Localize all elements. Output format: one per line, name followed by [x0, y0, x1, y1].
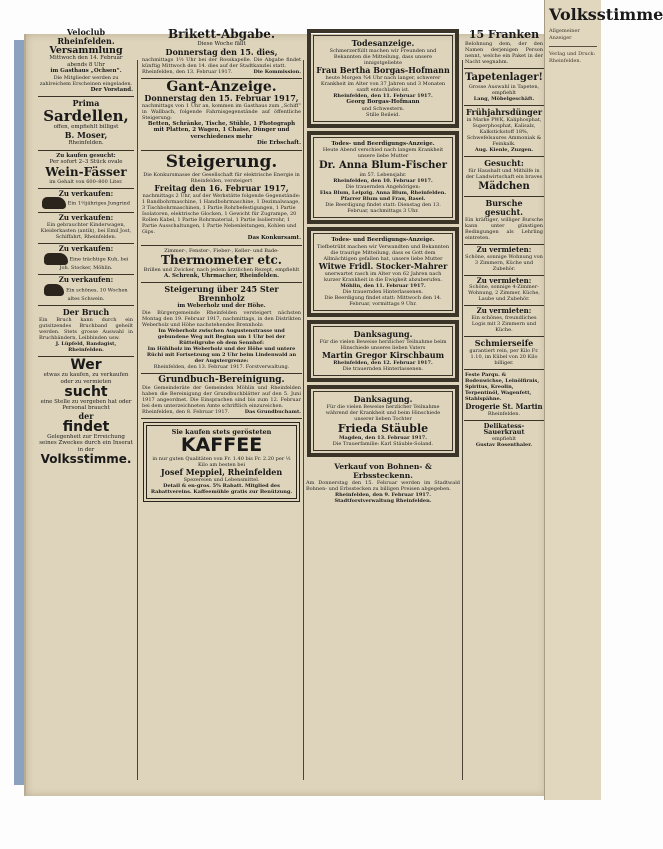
drogerie-list: Feste Parqu. & Bodenwichse, Leinölfirnis, Spiritus, Kreolin, Terpentinöl, Wagenfett, Stahlspähne. — [465, 371, 540, 402]
brennholz-sub: im Weberholz und der Höhe. — [177, 303, 266, 310]
fruehjahrsduenger-ad — [464, 106, 544, 157]
danksagung-2-name: Frieda Stäuble — [337, 421, 429, 435]
brikett-signature: Die Kommission. — [253, 68, 301, 75]
adjacent-page-subtitle: Allgemeiner Anzeiger — [549, 28, 580, 41]
steigerung-ad — [141, 151, 302, 246]
todesanzeige-2-names: Elsa Blum, Leipzig. Anna Blum, Rheinfelden. Pfarrer Blum und Frau, Basel. — [319, 190, 447, 203]
verkauf-bohnen-body: Am Donnerstag den 15. Februar werden im Stadtwald Bohnen- und Erbsstecken zu billigen Preisen abgegeben. — [306, 479, 460, 492]
brennholz-signature: Rheinfelden, den 13. Februar 1917. Forstverwaltung. — [153, 363, 290, 370]
todesanzeige-2 — [307, 131, 459, 225]
wer-heading: Wer — [70, 357, 102, 374]
column-rule — [303, 60, 304, 780]
column-2 — [141, 26, 302, 776]
drogerie-place: Rheinfelden. — [487, 410, 521, 417]
maedchen-ad — [464, 157, 544, 197]
kaffee-footer: Detail & en-gros. 5% Rabatt. Mitglied des Rabattvereins. Kaffeemühle gratis zur Benützung. — [150, 483, 293, 496]
adjacent-page-title: Volksstimme — [549, 5, 663, 24]
todesanzeige-3-intro: Tiefbetrübt machen wir Verwandten und Bekannten die traurige Mitteilung, dass es Gott dem Allmächtigen gefallen hat, unsere liebe Mutter — [316, 243, 450, 262]
cow-icon — [44, 253, 68, 265]
verkauf-bohnen-signature: Stadtforstverwaltung Rheinfelden. — [334, 497, 432, 504]
verkaufen-ad-2 — [38, 213, 134, 244]
moser-name: B. Moser, — [64, 129, 108, 140]
sucht-heading: sucht — [64, 383, 108, 400]
brikett-date: Donnerstag den 15. dies, — [165, 46, 278, 57]
thermometer-head: Zimmer-, Fenster-, Fieber-, Keller- und Bade- — [164, 247, 279, 254]
column-3 — [305, 26, 461, 776]
danksagung-2-intro: Für die vielen Beweise herzlicher Teilnahme während der Krankheit und beim Hinschiede unserer lieben Tochter — [325, 403, 441, 422]
weinfaesser-heading: Wein-Fässer — [45, 164, 127, 179]
sauerkraut-signature: Gustav Rosenthaler. — [475, 441, 533, 448]
todesanzeige-1-title: Todesanzeige. — [351, 38, 415, 48]
danksagung-2-title: Danksagung. — [353, 393, 413, 404]
drogerie-signature: Drogerie St. Martin — [465, 401, 543, 411]
steigerung-title: Steigerung. — [165, 151, 278, 172]
danksagung-1-intro: Für die vielen Beweise herzlicher Teilnahme beim Hinschiede unseres lieben Vaters — [319, 338, 447, 351]
todesanzeige-1-intro: Schmerzerfüllt machen wir Freunden und Bekannten die Mitteilung, dass unsere innigstgeliebte — [329, 48, 437, 66]
schmierseife-body: garantiert rein, per Kilo Fr. 1.10, im Kübel von 20 Kilo billiger. — [469, 347, 539, 366]
danksagung-1-signature: Die trauernden Hinterlassenen. — [342, 365, 424, 372]
verkaufen-body-4: Ein schönes, 10 Wochen altes Schwein. — [66, 287, 128, 302]
der-label: der — [78, 410, 94, 421]
brennholz-item-1: Im Weberholz zwischen Augustenstrasse und gebundene Weg mit Beginn um 1 Uhr bei der Rütteligrube ob dem Sennhof: — [157, 327, 286, 346]
volksstimme-promo — [38, 357, 134, 469]
bruch-title: Der Bruch — [62, 307, 110, 318]
tapeten-signature: Lang, Möbelgeschäft. — [473, 96, 535, 102]
steigerung-signature: Das Konkursamt. — [247, 234, 301, 241]
brennholz-item-2: Im Höhlholz im Weberholz und der Höhe und untere Rüchi mit Fortsetzung um 2 Uhr beim Lindenwald an der Augstergrenze: — [146, 345, 297, 364]
danksagung-2-place: Magden, den 13. Februar 1917. — [338, 434, 428, 441]
gant-signature: Die Erbschaft. — [256, 140, 301, 147]
vermieten-body-3: Ein schönes, freundliches Logis mit 3 Zimmern und Küche. — [471, 314, 537, 333]
volksstimme-heading: Volksstimme. — [40, 452, 132, 467]
verkaufen-title-1: Zu verkaufen: — [58, 188, 114, 198]
veloclub-date: Mittwoch den 14. Februar abends 8 Uhr — [49, 55, 123, 68]
todesanzeige-3 — [307, 227, 459, 317]
bursche-body: Ein kräftiger, williger Bursche kann unter günstigen Bedingungen als Lehrling eintreten. — [465, 217, 543, 241]
danksagung-1-place: Rheinfelden, den 12. Februar 1917. — [333, 359, 433, 366]
vermieten-heading-2: Zu vermieten: — [476, 275, 532, 285]
verkaufen-title-3: Zu verkaufen: — [58, 243, 114, 253]
gesucht-sub: Per sofort 2–3 Stück ovale — [49, 159, 123, 166]
gant-title: Gant-Anzeige. — [166, 78, 277, 95]
verkaufen-body-3: Eine trächtige Kuh, bei Joh. Stocker, Möhlin. — [59, 256, 129, 271]
schmierseife-heading: Schmierseife — [474, 337, 534, 348]
wer-sub: etwas zu kaufen, zu verkaufen oder zu vermieten — [43, 372, 129, 385]
verkaufen-body-2: Ein gebrauchter Kinderwagen, Kleiderkasten (antik), bei Emil Jost, Schiffahrt, Rheinfelden. — [40, 221, 132, 240]
veloclub-title: Veloclub Rheinfelden. — [57, 27, 115, 46]
meppiel-sub: Spezereien und Lebensmittel. — [183, 477, 260, 484]
verkauf-bohnen-place: Rheinfelden, den 9. Februar 1917. — [334, 491, 432, 498]
thermometer-signature: A. Schrenk, Uhrmacher, Rheinfelden. — [163, 272, 280, 279]
bursche-heading: Bursche gesucht. — [484, 198, 524, 217]
todesanzeige-2-footer: Die Beerdigung findet statt: Dienstag den 13. Februar, nachmittags 3 Uhr. — [325, 202, 441, 215]
findet-sub: Gelegenheit zur Erreichung seines Zweckes durch ein Inserat in der — [39, 433, 133, 453]
prima-label: Prima — [72, 98, 100, 109]
todesanzeige-3-title: Todes- und Beerdigungs-Anzeige. — [331, 237, 435, 244]
todesanzeige-2-place: Rheinfelden, den 10. Februar 1917. — [333, 178, 433, 185]
vermieten-body-1: Schöne, sonnige Wohnung von 3 Zimmern, Küche und Zubehör. — [465, 253, 543, 272]
grundbuch-signature: Das Grundbuchamt. — [244, 408, 301, 415]
verkaufen-title-4: Zu verkaufen: — [58, 275, 114, 285]
tapeten-heading: Tapetenlager! — [465, 72, 543, 83]
veloclub-place: im Gasthaus „Ochsen“. — [50, 68, 122, 75]
schmierseife-ad — [464, 337, 544, 370]
sardellen-ad — [38, 97, 134, 150]
franken-body: Belohnung dem, der den Namen derjenigen Person nennt, welche ein Paket in der Nacht wegnahm. — [465, 41, 543, 65]
verkauf-bohnen-ad — [305, 460, 461, 507]
column-rule — [462, 60, 463, 780]
grundbuch-title: Grundbuch-Bereinigung. — [158, 374, 285, 385]
todesanzeige-1 — [307, 29, 459, 128]
vermieten-ad-2 — [464, 276, 544, 307]
brennholz-body: Die Bürgergemeinde Rheinfelden versteigert nächsten Montag den 19. Februar 1917, nachmittags, in den Distrikten Weberholz und Höhe nachstehendes Brennholz: — [142, 309, 301, 328]
brikett-place: Rheinfelden, den 13. Februar 1917. — [142, 68, 233, 75]
sauerkraut-ad — [464, 421, 544, 451]
brikett-body: nachmittags 1½ Uhr bei der Rosskapelle. Die Abgabe findet künftig Mittwoch den 14. dies auf der Stadtkanzlei statt. — [142, 56, 301, 69]
gant-date: Donnerstag den 15. Februar 1917, — [144, 92, 299, 103]
todesanzeige-1-place: Rheinfelden, den 11. Februar 1917. — [333, 93, 433, 99]
adjacent-page — [544, 0, 663, 800]
todesanzeige-1-name: Frau Bertha Borgas-Hofmann — [316, 65, 450, 75]
column-rule — [137, 60, 138, 780]
belohnung-ad — [464, 26, 544, 69]
cow-icon — [42, 197, 66, 209]
vermieten-ad-1 — [464, 245, 544, 276]
tapeten-ad — [464, 69, 544, 106]
thermometer-title: Thermometer etc. — [161, 252, 282, 267]
thermometer-ad — [141, 246, 302, 284]
maedchen-heading: Mädchen — [478, 181, 530, 192]
kaffee-sub: in nur guten Qualitäten von Fr. 1.40 bis Fr. 2.20 per ½ Kilo am besten bei — [152, 456, 291, 469]
weinfaesser-ad — [38, 151, 134, 189]
todesanzeige-2-intro: Heute Abend verschied nach langem Krankheit unsere liebe Mutter — [322, 147, 444, 160]
gesucht-heading: Gesucht: — [484, 158, 524, 168]
todesanzeige-1-body: heute Morgen ¾4 Uhr nach langer, schwerer Krankheit im Alter von 37 Jahren und 3 Monaten sanft entschlafen ist. — [320, 75, 446, 93]
gant-body: nachmittags von 1 Uhr an, kommen im Gasthaus zum „Schiff“ in Wallbach, folgende Fahrnisgegenstände auf öffentliche Steigerung: — [142, 102, 301, 121]
brikett-title: Brikett-Abgabe. — [167, 27, 276, 41]
veloclub-ad — [38, 26, 134, 97]
versammlung-heading: Versammlung — [49, 45, 123, 56]
todesanzeige-2-name: Dr. Anna Blum-Fischer — [318, 160, 448, 172]
todesanzeige-1-footer: Stille Beileid. — [366, 111, 400, 118]
adjacent-page-side-text: Verlag und Druck: Rheinfelden. — [549, 51, 596, 64]
tapeten-body: Grosse Auswahl in Tapeten, empfiehlt — [468, 84, 540, 96]
brikett-ad — [141, 26, 302, 79]
brennholz-ad — [141, 283, 302, 374]
verkaufen-ad-3 — [38, 244, 134, 275]
todesanzeige-3-signature: Die trauernden Hinterlassenen. — [342, 288, 424, 295]
verkaufen-ad-4 — [38, 275, 134, 306]
sardellen-sub: offen, empfiehlt billigst — [53, 124, 119, 131]
gant-items: Betten, Schränke, Tische, Stühle, 1 Photograph mit Platten, 2 Wagen, 1 Chaise, Dünger und verschiedenes mehr — [147, 120, 296, 140]
todesanzeige-2-age: im 57. Lebensjahr. — [359, 172, 407, 179]
pig-icon — [44, 284, 64, 296]
findet-heading: findet — [62, 418, 110, 435]
todesanzeige-3-footer: Die Beerdigung findet statt: Mittwoch den 14. Februar, vormittags 9 Uhr. — [324, 294, 442, 307]
vermieten-body-2: Schöne, sonnige 4-Zimmer-Wohnung, 2 Zimmer, Küche, Laube und Zubehör. — [468, 284, 540, 303]
meppiel-name: Josef Meppiel, Rheinfelden — [160, 467, 283, 478]
steigerung-body: nachmittags 2 Uhr, auf der Werkstätte folgende Gegenstände: — [142, 192, 301, 199]
bruch-ad — [38, 306, 134, 357]
todesanzeige-2-mourners: Die trauernden Angehörigen: — [345, 184, 421, 191]
bruch-signature: J. Lüpfeld, Bandagist, Rheinfelden. — [55, 341, 117, 354]
grundbuch-body: Die Gemeinderäte der Gemeinden Möhlin und Rheinfelden haben die Bereinigung der Grundbuchblätter auf den 5. Juni 1917 angeordnet. Die Einsprachen sind bis zum 12. Februar bei dem unterzeichneten Amte schriftlich einzureichen. — [142, 384, 301, 409]
verkaufen-ad-1 — [38, 189, 134, 214]
bruch-body: Ein Bruch kann durch ein gutsitzendes Bruchband geheilt werden. Stets grosse Auswahl in Bruchbändern, Leibbinden usw. — [39, 317, 133, 342]
todesanzeige-1-signature: Georg Borgas-Hofmann — [346, 99, 420, 105]
fruehjahrsduenger-heading: Frühjahrsdünger — [465, 107, 543, 117]
brikett-sub: Diese Woche fällt — [197, 41, 246, 47]
danksagung-2 — [307, 385, 459, 457]
danksagung-2-signature: Die Trauerfamilie: Karl Stäuble-Soland. — [332, 440, 434, 447]
gesucht-body: für Haushalt und Mithilfe in der Landwirtschaft ein braves — [465, 168, 543, 180]
bursche-ad — [464, 197, 544, 245]
fruehjahrsduenger-body: in Marke PWK, Kaliphosphat, Superphosphat, Kalisalz, Kalkstickstoff 18%, Schwefelsaures Ammoniak & Feinkalk. — [466, 117, 542, 147]
steigerung-items: 1 Bandbohrmaschine, 1 Handbohrmaschine, 1 Dezimalwaage, 3 Tischbohrmaschinen, 1 Partie Rohrbefestigungen, 1 Partie Isolatoren, elektrische Glocken, 1 Gewicht für Zugrampe, 20 Rollen Kabel, 1 Partie Rohrmaterial, 1 Partie Isolierrohr, 1 Partie Ausschaltungen, 1 Partie Nebenleitungen, Kohlen und Gips. — [142, 198, 300, 235]
gesucht-title: Zu kaufen gesucht: — [56, 152, 116, 159]
steigerung-intro: Die Konkursmasse der Gesellschaft für elektrische Energie in Rheinfelden, versteigert — [143, 171, 300, 184]
steigerung-date: Freitag den 16. Februar 1917, — [154, 182, 289, 193]
column-4 — [464, 26, 544, 776]
grundbuch-ad — [141, 374, 302, 419]
brennholz-title: Steigerung über 245 Ster Brennholz — [164, 284, 279, 304]
todesanzeige-3-body: unerwartet rasch im Alter von 62 Jahren nach kurzer Krankheit in die Ewigkeit abzuberufen. — [323, 270, 443, 283]
kaffee-pretext: Sie kaufen stets gerösteten — [171, 427, 272, 436]
sucht-sub: eine Stelle zu vergeben hat oder Personal braucht — [40, 398, 132, 412]
veloclub-signature: Der Vorstand. — [90, 86, 133, 93]
danksagung-1 — [307, 320, 459, 382]
todesanzeige-3-place: Möhlin, den 11. Februar 1917. — [340, 282, 426, 289]
thermometer-sub: Brillen und Zwicker, nach jedem ärztlichen Rezept, empfiehlt — [143, 266, 300, 273]
verkauf-bohnen-title: Verkauf von Bohnen- & Erbssteckenn. — [334, 461, 432, 480]
veloclub-body: Die Mitglieder werden zu zahlreichem Erscheinen eingeladen. — [39, 74, 133, 87]
franken-heading: 15 Franken — [468, 28, 540, 41]
todesanzeige-1-signature-2: und Schwestern. — [361, 105, 405, 112]
verkaufen-body-1: Ein 1½jähriges Jungrind — [67, 200, 130, 207]
verkaufen-title-2: Zu verkaufen: — [58, 213, 114, 223]
moser-place: Rheinfelden. — [68, 139, 104, 146]
sardellen-heading: Sardellen, — [43, 107, 129, 126]
sauerkraut-sub: empfiehlt — [491, 435, 517, 442]
drogerie-ad — [464, 370, 544, 421]
vermieten-heading-1: Zu vermieten: — [476, 245, 532, 254]
weinfaesser-sub: im Gehalt von 600–800 Liter. — [49, 178, 123, 185]
kaffee-ad — [143, 422, 300, 503]
todesanzeige-2-title: Todes- und Beerdigungs-Anzeige. — [331, 140, 435, 147]
kaffee-heading: KAFFEE — [180, 434, 263, 457]
danksagung-1-title: Danksagung. — [353, 328, 413, 339]
column-1 — [38, 26, 134, 776]
gant-ad — [141, 79, 302, 151]
todesanzeige-3-name: Witwe Fridl. Stocker-Mahrer — [318, 260, 448, 271]
adjacent-page-rule — [549, 46, 597, 47]
grundbuch-place: Rheinfelden, den 8. Februar 1917. — [142, 408, 230, 415]
sauerkraut-heading: Delikatess-Sauerkraut — [483, 421, 525, 437]
fruehjahrsduenger-signature: Aug. Kienle, Zuzgen. — [474, 147, 534, 153]
vermieten-ad-3 — [464, 306, 544, 337]
danksagung-1-name: Martin Gregor Kirschbaum — [321, 349, 445, 360]
vermieten-heading-3: Zu vermieten: — [476, 306, 532, 316]
